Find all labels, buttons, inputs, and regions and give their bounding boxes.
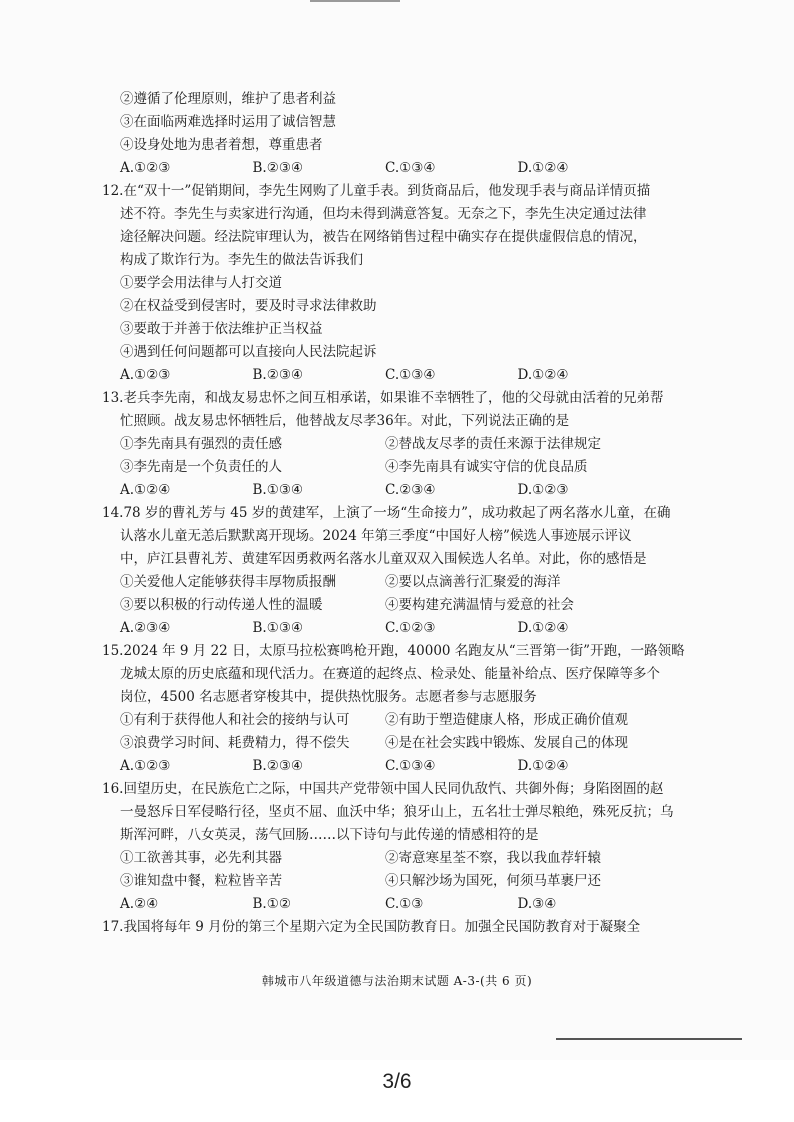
q12-item-4: ④遇到任何问题都可以直接向人民法院起诉	[120, 344, 377, 360]
q14-options	[120, 617, 650, 640]
q11-option-b: B.②③④	[252, 160, 304, 176]
q14-option-d: D.①②④	[517, 620, 569, 636]
q12-option-c: C.①③④	[385, 367, 436, 383]
q12-item-2: ②在权益受到侵害时，要及时寻求法律救助	[120, 298, 377, 314]
q13-stem-1: 13.老兵李先南，和战友易忠怀之间互相承诺，如果谁不幸牺牲了，他的父母就由活着的兄弟帮	[102, 390, 664, 406]
q13-option-c: C.②③④	[385, 482, 436, 498]
q13-stem-2: 忙照顾。战友易忠怀牺牲后，他替战友尽孝36年。对此，下列说法正确的是	[120, 413, 570, 429]
q15-items-row-1	[120, 709, 650, 732]
q16-stem-1: 16.回望历史，在民族危亡之际，中国共产党带领中国人民同仇敌忾、共御外侮；身陷囹圄的赵	[102, 781, 664, 797]
q13-items-row-1	[120, 433, 650, 456]
q13-item-2: ②替战友尽孝的责任来源于法律规定	[385, 436, 601, 452]
q12-item-1: ①要学会用法律与人打交道	[120, 275, 282, 291]
q15-item-4: ④是在社会实践中锻炼、发展自己的体现	[385, 735, 628, 751]
q12-item-3: ③要敢于并善于依法维护正当权益	[120, 321, 323, 337]
q16-items-row-2	[120, 870, 650, 893]
q14-item-3: ③要以积极的行动传递人性的温暖	[120, 597, 323, 613]
page-indicator: 3/6	[382, 1070, 412, 1093]
q14-stem-3: 中，庐江县曹礼芳、黄建军因勇救两名落水儿童双双入围候选人名单。对此，你的感悟是	[120, 551, 647, 567]
q15-options	[120, 755, 650, 778]
q14-item-2: ②要以点滴善行汇聚爱的海洋	[385, 574, 561, 590]
q14-option-a: A.②③④	[120, 620, 171, 636]
q16-options	[120, 893, 650, 916]
q13-item-1: ①李先南具有强烈的责任感	[120, 436, 282, 452]
q15-item-3: ③浪费学习时间、耗费精力，得不偿失	[120, 735, 350, 751]
q12-stem-4: 构成了欺诈行为。李先生的做法告诉我们	[120, 252, 363, 268]
q11-item-4: ④设身处地为患者着想，尊重患者	[120, 137, 323, 153]
q14-item-1: ①关爱他人定能够获得丰厚物质报酬	[120, 574, 336, 590]
question-body	[102, 88, 685, 939]
q12-stem-3: 途径解决问题。经法院审理认为，被告在网络销售过程中确实存在提供虚假信息的情况，	[120, 229, 647, 245]
q12-stem-2: 述不符。李先生与卖家进行沟通，但均未得到满意答复。无奈之下，李先生决定通过法律	[120, 206, 647, 222]
q16-option-a: A.②④	[120, 896, 159, 912]
q16-option-c: C.①③	[385, 896, 424, 912]
q13-option-a: A.①②④	[120, 482, 171, 498]
q16-stem-3: 斯浑河畔，八女英灵，荡气回肠……以下诗句与此传递的情感相符的是	[120, 827, 539, 843]
page-footer: 韩城市八年级道德与法治期末试题 A-3-(共 6 页)	[261, 974, 533, 988]
scan-edge-line-bottom	[556, 1038, 742, 1040]
q16-stem-2: 一曼怒斥日军侵略行径，坚贞不屈、血沃中华；狼牙山上，五名壮士弹尽粮绝，殊死反抗；乌	[120, 804, 674, 820]
q16-item-1: ①工欲善其事，必先利其器	[120, 850, 282, 866]
q12-option-d: D.①②④	[517, 367, 569, 383]
q14-option-b: B.①③④	[252, 620, 304, 636]
q14-stem-2: 认落水儿童无恙后默默离开现场。2024 年第三季度“中国好人榜”候选人事迹展示评议	[120, 528, 632, 544]
q11-option-d: D.①②④	[517, 160, 569, 176]
q14-items-row-2	[120, 594, 650, 617]
q11-item-2: ②遵循了伦理原则，维护了患者利益	[120, 91, 336, 107]
q11-option-a: A.①②③	[120, 160, 171, 176]
q16-item-4: ④只解沙场为国死，何须马革裹尸还	[385, 873, 601, 889]
scan-edge-line	[310, 0, 400, 2]
q15-stem-3: 岗位，4500 名志愿者穿梭其中，提供热忱服务。志愿者参与志愿服务	[120, 689, 537, 705]
q14-items-row-1	[120, 571, 650, 594]
q16-option-b: B.①②	[252, 896, 291, 912]
q15-item-1: ①有利于获得他人和社会的接纳与认可	[120, 712, 350, 728]
q12-options	[120, 364, 650, 387]
q15-stem-2: 龙城太原的历史底蕴和现代活力。在赛道的起终点、检录处、能量补给点、医疗保障等多个	[120, 666, 660, 682]
q12-option-b: B.②③④	[252, 367, 304, 383]
q14-item-4: ④要构建充满温情与爱意的社会	[385, 597, 574, 613]
q12-option-a: A.①②③	[120, 367, 171, 383]
q14-stem-1: 14.78 岁的曹礼芳与 45 岁的黄建军，上演了一场“生命接力”，成功救起了两名落水儿童，在确	[102, 505, 671, 521]
q11-options	[120, 157, 650, 180]
q15-option-b: B.②③④	[252, 758, 304, 774]
q13-item-3: ③李先南是一个负责任的人	[120, 459, 282, 475]
q15-option-a: A.①②③	[120, 758, 171, 774]
q13-option-d: D.①②③	[517, 482, 569, 498]
q16-item-3: ③谁知盘中餐，粒粒皆辛苦	[120, 873, 282, 889]
q13-item-4: ④李先南具有诚实守信的优良品质	[385, 459, 588, 475]
q11-option-c: C.①③④	[385, 160, 436, 176]
q14-option-c: C.①②③	[385, 620, 436, 636]
q11-item-3: ③在面临两难选择时运用了诚信智慧	[120, 114, 336, 130]
q13-option-b: B.①③④	[252, 482, 304, 498]
q15-item-2: ②有助于塑造健康人格，形成正确价值观	[385, 712, 628, 728]
q16-items-row-1	[120, 847, 650, 870]
q12-stem-1: 12.在“双十一”促销期间，李先生网购了儿童手表。到货商品后，他发现手表与商品详情页描	[102, 183, 651, 199]
q17-stem-1: 17.我国将每年 9 月份的第三个星期六定为全民国防教育日。加强全民国防教育对于凝聚全	[102, 919, 641, 935]
q16-option-d: D.③④	[517, 896, 557, 912]
q15-option-c: C.①③④	[385, 758, 436, 774]
q13-items-row-2	[120, 456, 650, 479]
q16-item-2: ②寄意寒星荃不察，我以我血荐轩辕	[385, 850, 601, 866]
q15-option-d: D.①②④	[517, 758, 569, 774]
q13-options	[120, 479, 650, 502]
q15-items-row-2	[120, 732, 650, 755]
q15-stem-1: 15.2024 年 9 月 22 日，太原马拉松赛鸣枪开跑，40000 名跑友从“三晋第一街”开跑，一路领略	[102, 643, 685, 659]
